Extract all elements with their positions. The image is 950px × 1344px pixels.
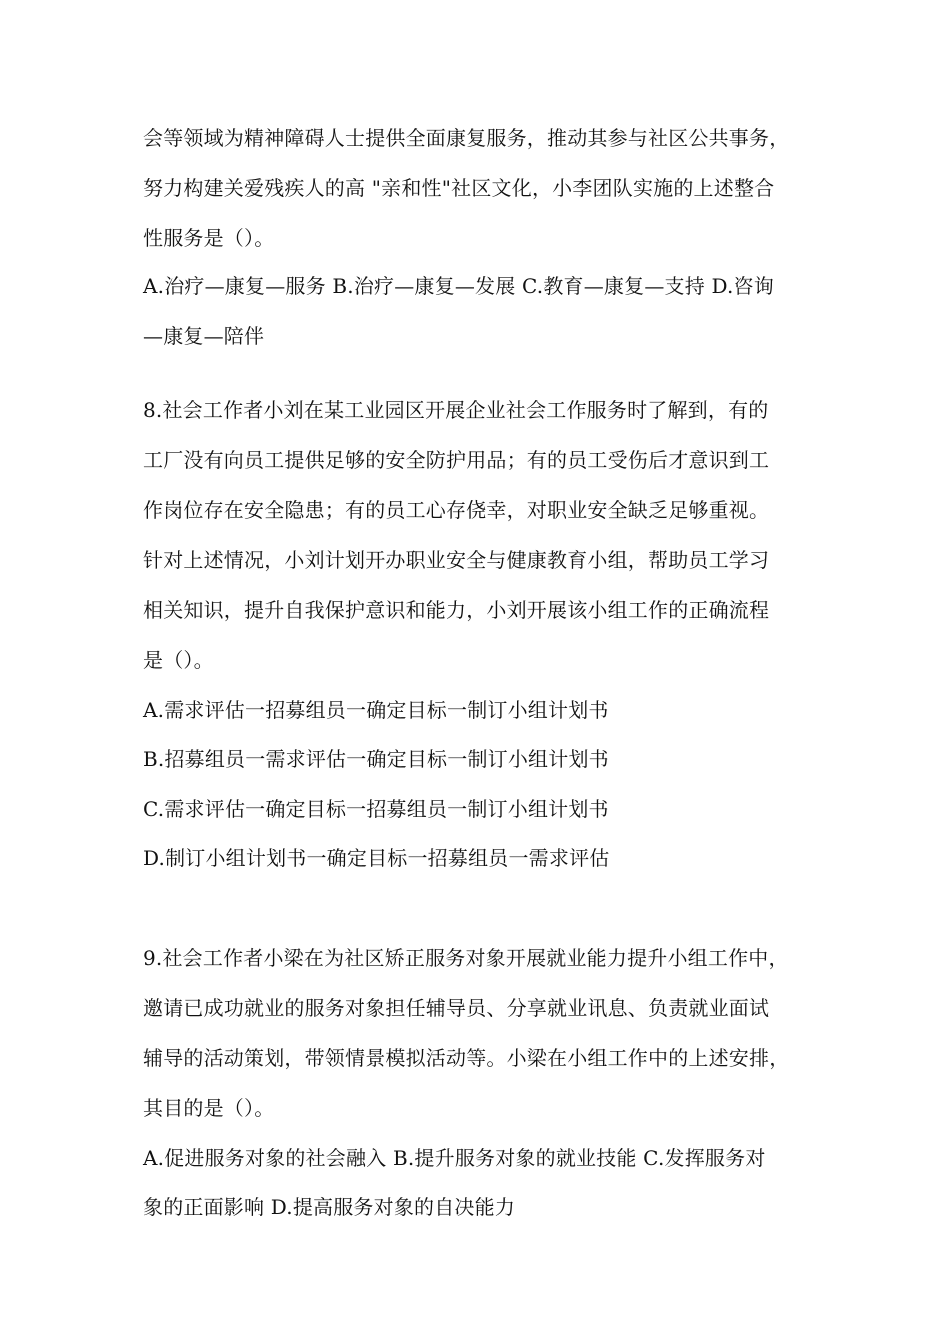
question-8-text-line: 8.社会工作者小刘在某工业园区开展企业社会工作服务时了解到，有的 (143, 398, 769, 422)
question-8-option-d: D.制订小组计划书一确定目标一招募组员一需求评估 (143, 846, 610, 870)
question-8-text-line: 工厂没有向员工提供足够的安全防护用品；有的员工受伤后才意识到工 (143, 448, 770, 472)
question-9-text-line: 其目的是（）。 (143, 1096, 275, 1120)
question-7-text-line: 性服务是（）。 (143, 226, 275, 250)
question-8-option-c: C.需求评估一确定目标一招募组员一制订小组计划书 (143, 797, 609, 821)
question-8-option-b: B.招募组员一需求评估一确定目标一制订小组计划书 (143, 747, 609, 771)
question-8-text-line: 是（）。 (143, 648, 214, 672)
question-8-option-a: A.需求评估一招募组员一确定目标一制订小组计划书 (143, 698, 609, 722)
question-7-options-line: —康复—陪伴 (143, 324, 265, 348)
question-8-text-line: 相关知识，提升自我保护意识和能力，小刘开展该小组工作的正确流程 (143, 598, 770, 622)
question-9-text-line: 9.社会工作者小梁在为社区矫正服务对象开展就业能力提升小组工作中， (143, 946, 789, 970)
question-7-text-line: 会等领域为精神障碍人士提供全面康复服务，推动其参与社区公共事务， (143, 126, 790, 150)
question-7-text-line: 努力构建关爱残疾人的高 "亲和性"社区文化，小李团队实施的上述整合 (143, 176, 775, 200)
question-9-options-line: A.促进服务对象的社会融入 B.提升服务对象的就业技能 C.发挥服务对 (143, 1146, 766, 1170)
question-8-text-line: 作岗位存在安全隐患；有的员工心存侥幸，对职业安全缺乏足够重视。 (143, 498, 770, 522)
question-7-options-line: A.治疗—康复—服务 B.治疗—康复—发展 C.教育—康复—支持 D.咨询 (143, 274, 774, 298)
question-9-text-line: 邀请已成功就业的服务对象担任辅导员、分享就业讯息、负责就业面试 (143, 996, 770, 1020)
question-8-text-line: 针对上述情况，小刘计划开办职业安全与健康教育小组，帮助员工学习 (143, 548, 770, 572)
question-9-options-line: 象的正面影响 D.提高服务对象的自决能力 (143, 1195, 516, 1219)
question-9-text-line: 辅导的活动策划，带领情景模拟活动等。小梁在小组工作中的上述安排， (143, 1046, 790, 1070)
